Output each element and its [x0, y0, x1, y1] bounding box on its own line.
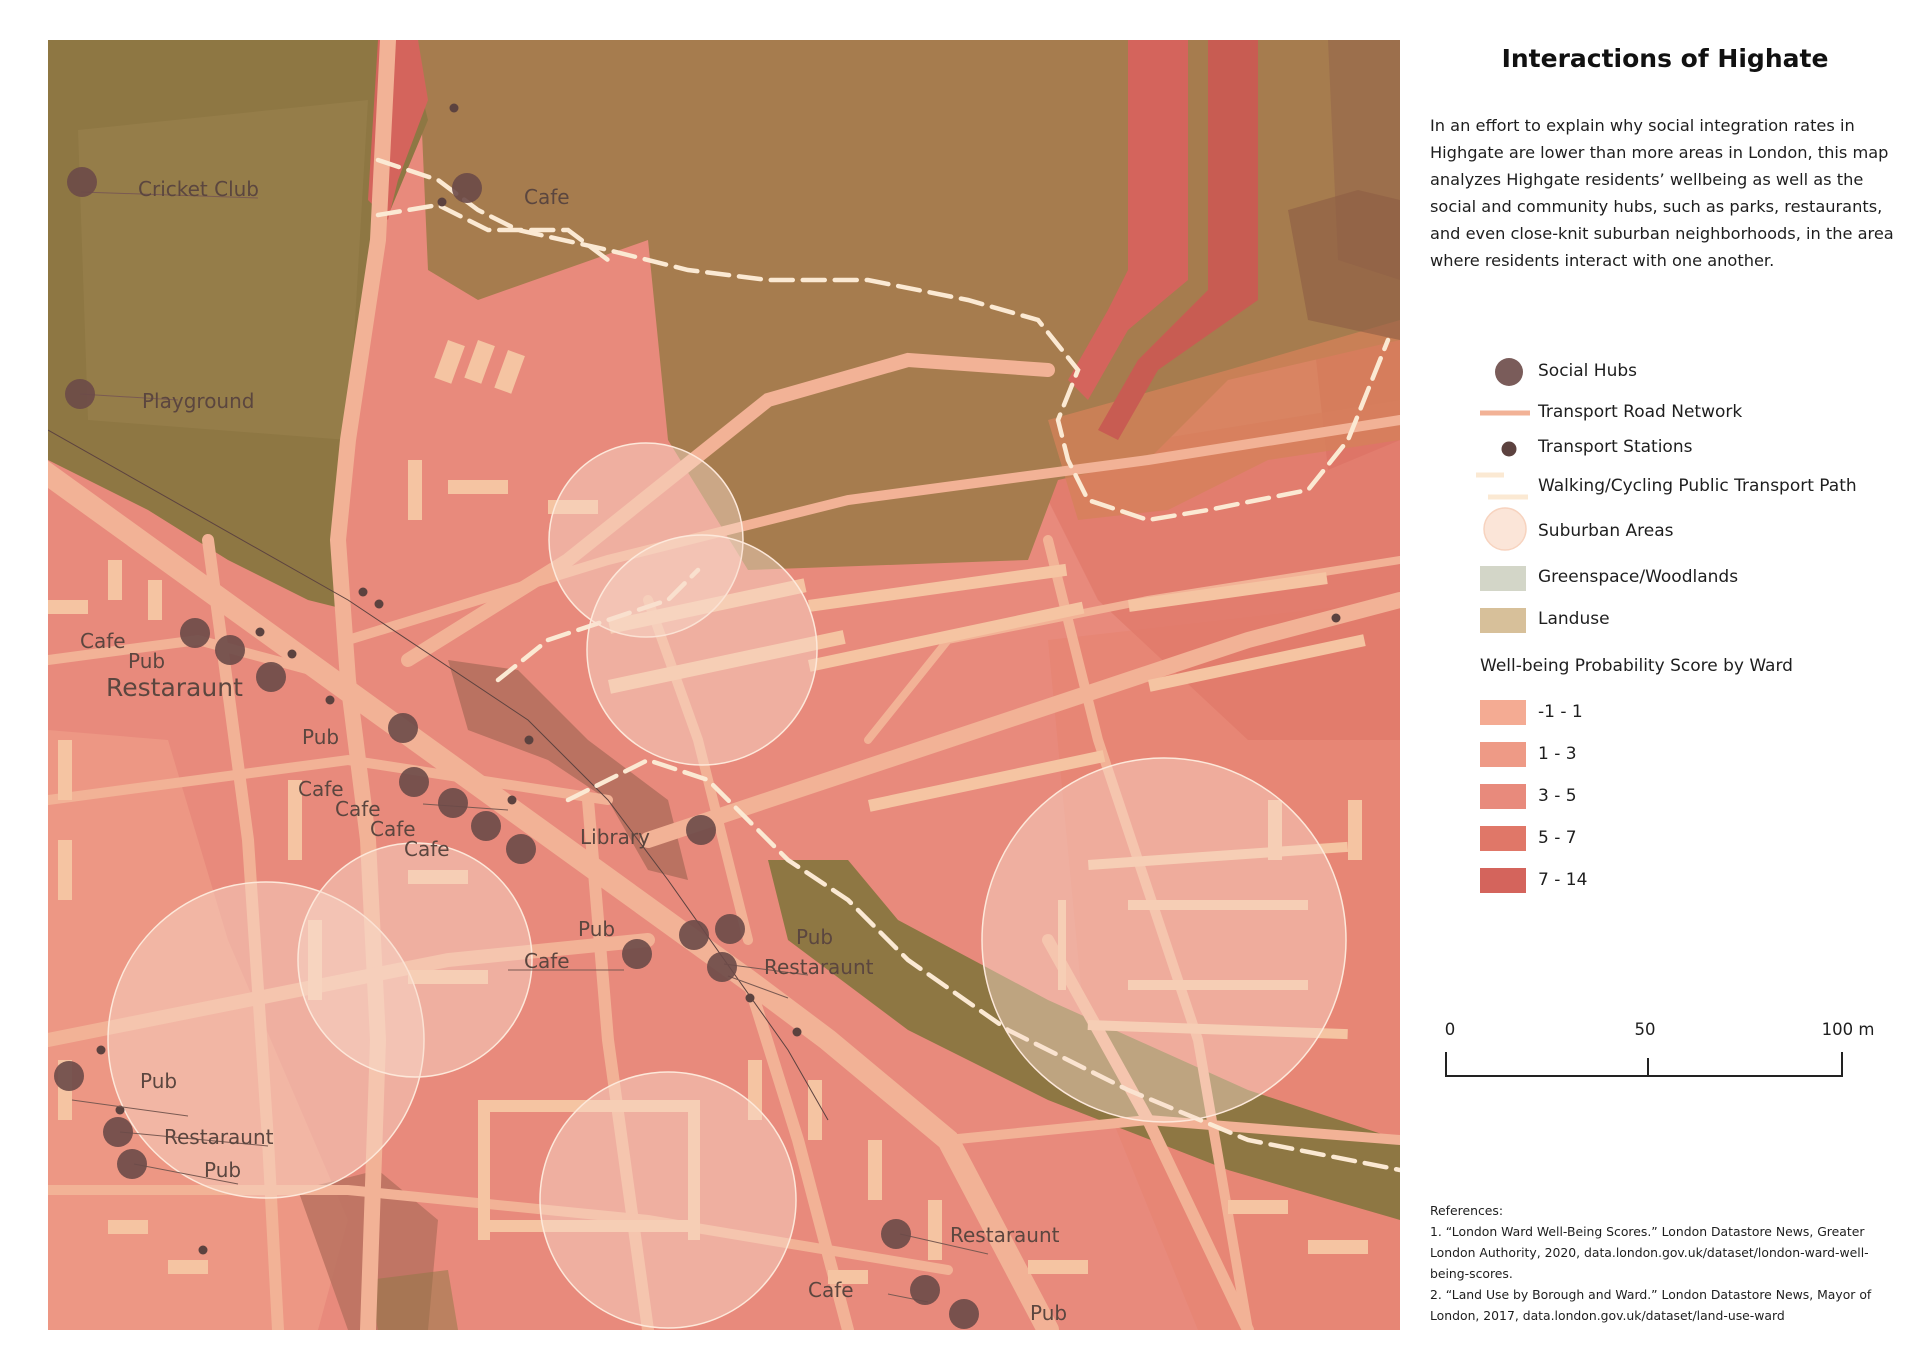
legend-item-walking-path — [1430, 469, 1900, 505]
hub-label: Cafe — [404, 837, 450, 861]
hub-pub-central[interactable] — [388, 713, 418, 743]
hub-playground[interactable] — [65, 379, 95, 409]
hub-cafe-1[interactable] — [399, 767, 429, 797]
hub-label: Restaraunt — [764, 955, 874, 979]
dashed-path-icon — [1474, 469, 1530, 505]
hub-label: Pub — [302, 725, 340, 749]
map-title: Interactions of Highate — [1501, 44, 1829, 73]
hub-cafe-west[interactable] — [180, 618, 210, 648]
hub-cafe-2[interactable] — [438, 788, 468, 818]
map-canvas[interactable] — [48, 40, 1400, 1330]
legend-label: Suburban Areas — [1538, 521, 1674, 541]
hub-restaurant-east[interactable] — [707, 952, 737, 982]
references — [1430, 1200, 1900, 1326]
hub-label: Cafe — [524, 185, 570, 209]
suburban-circle-icon — [1482, 506, 1528, 552]
hub-cafe-4[interactable] — [506, 834, 536, 864]
score-swatch — [1480, 742, 1526, 767]
hub-label: Restaraunt — [106, 673, 243, 702]
reference-entry: 2. “Land Use by Borough and Ward.” London Datastore News, Mayor of London, 2017, data.london.gov.uk/dataset/land-use-ward — [1430, 1287, 1872, 1323]
hub-restaurant-southwest[interactable] — [103, 1117, 133, 1147]
legend-label: Transport Road Network — [1538, 402, 1743, 422]
score-label: -1 - 1 — [1538, 702, 1583, 722]
social-hub-symbol-icon — [1492, 356, 1526, 390]
hub-label: Cricket Club — [138, 177, 260, 201]
scale-tick-label: 100 m — [1821, 1020, 1875, 1039]
hub-pub-west[interactable] — [215, 635, 245, 665]
legend-item-greenspace — [1430, 560, 1900, 596]
legend-label: Greenspace/Woodlands — [1538, 567, 1739, 587]
legend-item-social-hubs — [1430, 354, 1900, 390]
hub-pub-east-2[interactable] — [715, 914, 745, 944]
hub-cafe-3[interactable] — [471, 811, 501, 841]
hub-pub-southwest[interactable] — [54, 1061, 84, 1091]
hub-label: Restaraunt — [950, 1223, 1060, 1247]
hub-label: Cafe — [335, 797, 381, 821]
score-swatch — [1480, 826, 1526, 851]
legend-label: Transport Stations — [1538, 437, 1693, 457]
landuse-swatch — [1480, 608, 1526, 633]
legend-panel — [1430, 40, 1900, 1330]
score-label: 1 - 3 — [1538, 744, 1577, 764]
greenspace-swatch — [1480, 566, 1526, 591]
score-label: 5 - 7 — [1538, 828, 1577, 848]
hub-label: Cafe — [80, 629, 126, 653]
hub-cafe-south[interactable] — [622, 939, 652, 969]
hub-label: Pub — [796, 925, 834, 949]
scale-tick-label: 0 — [1444, 1020, 1456, 1039]
legend-item-road-network — [1430, 395, 1900, 431]
road-line-icon — [1480, 409, 1530, 417]
scale-bar-line — [1444, 1050, 1844, 1080]
score-swatch — [1480, 700, 1526, 725]
hub-restaurant-west[interactable] — [256, 662, 286, 692]
hub-label: Cafe — [808, 1278, 854, 1302]
hub-label: Library — [580, 825, 650, 849]
legend-item-landuse — [1430, 602, 1900, 638]
hub-label: Cafe — [524, 949, 570, 973]
reference-entry: 1. “London Ward Well-Being Scores.” London Datastore News, Greater London Authority, 2020, data.london.gov.uk/dataset/london-ward-well-being-scores. — [1430, 1224, 1869, 1281]
score-swatch — [1480, 784, 1526, 809]
legend-item-suburban-areas — [1430, 514, 1900, 550]
station-dot-icon — [1500, 440, 1518, 458]
hub-label: Cafe — [298, 777, 344, 801]
hub-label: Pub — [1030, 1301, 1068, 1325]
scale-tick-label: 50 — [1634, 1020, 1656, 1039]
score-label: 7 - 14 — [1538, 870, 1588, 890]
references-heading: References: — [1430, 1203, 1504, 1218]
map-description: In an effort to explain why social integration rates in Highgate are lower than more areas in London, this map analyzes Highgate residents’ wellbeing as well as the social and community hubs, such as parks, restaurants, and even close-knit suburban neighborhoods, in the area where residents interact with one another. — [1430, 116, 1894, 270]
hub-cafe-north[interactable] — [452, 173, 482, 203]
hub-cricket-club[interactable] — [67, 167, 97, 197]
map-frame[interactable] — [48, 40, 1400, 1330]
score-swatch — [1480, 868, 1526, 893]
scale-bar — [1430, 1020, 1900, 1100]
legend-label: Walking/Cycling Public Transport Path — [1538, 476, 1857, 496]
hub-label: Pub — [140, 1069, 178, 1093]
hub-restaurant-south[interactable] — [881, 1219, 911, 1249]
hub-label: Pub — [128, 649, 166, 673]
legend-item-transport-stations — [1430, 430, 1900, 466]
hub-label: Playground — [142, 389, 255, 413]
hub-label: Pub — [578, 917, 616, 941]
hub-label: Restaraunt — [164, 1125, 274, 1149]
hub-label: Cafe — [370, 817, 416, 841]
score-label: 3 - 5 — [1538, 786, 1577, 806]
hub-cafe-far-south[interactable] — [910, 1275, 940, 1305]
legend-label: Social Hubs — [1538, 361, 1638, 381]
hub-pub-east[interactable] — [679, 920, 709, 950]
hub-label: Pub — [204, 1158, 242, 1182]
legend-label: Landuse — [1538, 609, 1610, 629]
hub-pub-far-south[interactable] — [949, 1299, 979, 1329]
greenspace-south-plot — [368, 1270, 458, 1330]
hub-library[interactable] — [686, 815, 716, 845]
score-legend-title: Well-being Probability Score by Ward — [1480, 656, 1793, 676]
hub-pub-southwest-2[interactable] — [117, 1149, 147, 1179]
